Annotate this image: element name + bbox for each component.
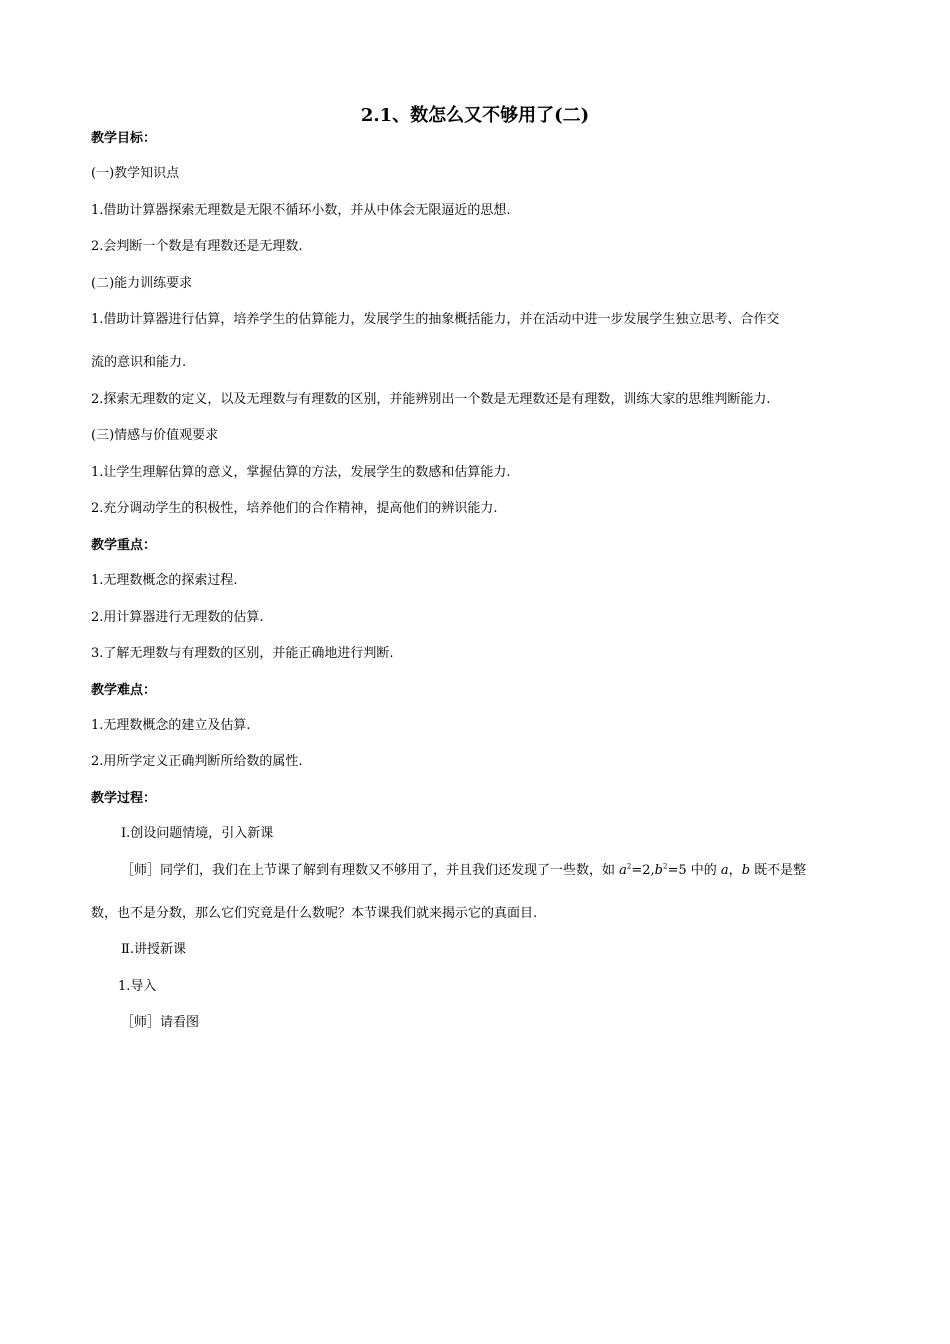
knowledge-item: 2.会判断一个数是有理数还是无理数. [91, 239, 303, 254]
equation-text: =2, [631, 863, 655, 878]
teacher-paragraph-line: 数，也不是分数，那么它们究竟是什么数呢？本节课我们就来揭示它的真面目. [91, 906, 538, 921]
var-a: a [619, 863, 627, 878]
var-b: b [741, 863, 751, 878]
key-points-heading: 教学重点： [91, 538, 157, 553]
ability-item-line: 流的意识和能力. [91, 355, 187, 370]
teacher-text: 既不是整 [750, 863, 807, 878]
emotion-heading: (三)情感与价值观要求 [91, 428, 219, 443]
objectives-heading: 教学目标： [91, 131, 157, 146]
process-section-2: Ⅱ.讲授新课 [121, 942, 186, 957]
ability-item: 2.探索无理数的定义，以及无理数与有理数的区别，并能辨别出一个数是无理数还是有理数，训练大家的思维判断能力. [91, 392, 771, 407]
knowledge-item: 1.借助计算器探索无理数是无限不循环小数，并从中体会无限逼近的思想. [91, 203, 511, 218]
process-section-1: Ⅰ.创设问题情境，引入新课 [121, 826, 274, 841]
var-a: a [720, 863, 729, 878]
emotion-item: 1.让学生理解估算的意义，掌握估算的方法，发展学生的数感和估算能力. [91, 465, 511, 480]
ability-heading: (二)能力训练要求 [91, 276, 193, 291]
equation-text: =5 中的 [667, 863, 721, 878]
teacher-paragraph-line: ［师］请看图 [121, 1015, 200, 1030]
process-heading: 教学过程： [91, 791, 157, 806]
difficulties-heading: 教学难点： [91, 683, 157, 698]
comma: ， [728, 863, 742, 878]
difficulty-item: 2.用所学定义正确判断所给数的属性. [91, 754, 303, 769]
key-point-item: 2.用计算器进行无理数的估算. [91, 610, 264, 625]
difficulty-item: 1.无理数概念的建立及估算. [91, 718, 251, 733]
key-point-item: 1.无理数概念的探索过程. [91, 573, 238, 588]
key-point-item: 3.了解无理数与有理数的区别，并能正确地进行判断. [91, 646, 394, 661]
ability-item-line: 1.借助计算器进行估算，培养学生的估算能力，发展学生的抽象概括能力，并在活动中进一步发展学生独立思考、合作交 [91, 312, 780, 327]
exponent: 2 [626, 862, 632, 871]
page-title: 2.1、数怎么又不够用了(二) [360, 105, 590, 126]
emotion-item: 2.充分调动学生的积极性，培养他们的合作精神，提高他们的辨识能力. [91, 501, 498, 516]
var-b: b [654, 863, 663, 878]
teacher-paragraph-line [121, 862, 806, 880]
process-subsection: 1.导入 [118, 979, 157, 994]
exponent: 2 [663, 862, 668, 871]
teacher-text: ［师］同学们，我们在上节课了解到有理数又不够用了，并且我们还发现了一些数，如 [121, 863, 620, 878]
knowledge-heading: (一)教学知识点 [91, 166, 180, 181]
